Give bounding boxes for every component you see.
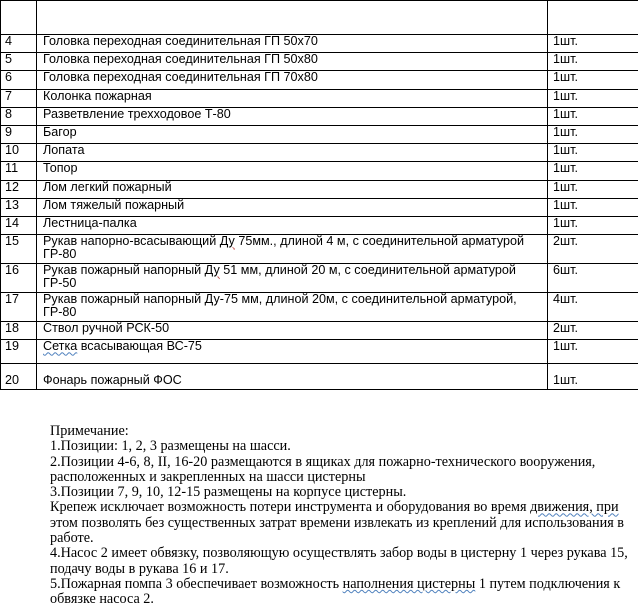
- row-name: Лопата: [37, 144, 548, 162]
- row-name-part: Рукав пожарный напорный: [43, 263, 205, 277]
- header-cell-qty: [548, 1, 638, 35]
- row-qty: 1шт.: [548, 162, 638, 180]
- row-num: 15: [1, 235, 37, 264]
- table-row: [1, 107, 638, 125]
- row-name: Головка переходная соединительная ГП 50х80: [37, 53, 548, 71]
- row-num: 12: [1, 180, 37, 198]
- row-num: 8: [1, 107, 37, 125]
- row-name-part: 75мм., длиной 4 м, с соединительной арматурой ГР-80: [43, 234, 524, 261]
- row-qty: 4шт.: [548, 293, 638, 322]
- note-item: 3.Позиции 7, 9, 10, 12-15 размещены на корпусе цистерны.: [50, 485, 635, 500]
- table-row: [1, 235, 638, 264]
- row-num: 18: [1, 322, 37, 340]
- row-qty: 2шт.: [548, 322, 638, 340]
- notes-title: Примечание:: [50, 424, 635, 439]
- spellcheck-word: Ду: [220, 234, 235, 248]
- row-qty: 1шт.: [548, 35, 638, 53]
- table-row: [1, 216, 638, 234]
- table-row: [1, 340, 638, 364]
- row-name: Колонка пожарная: [37, 89, 548, 107]
- row-name: Головка переходная соединительная ГП 70х80: [37, 71, 548, 89]
- row-name: Лестница-палка: [37, 216, 548, 234]
- row-name-part: Рукав напорно-всасывающий: [43, 234, 220, 248]
- row-qty: 1шт.: [548, 144, 638, 162]
- row-num: 9: [1, 125, 37, 143]
- note-item: 2.Позиции 4-6, 8, II, 16-20 размещаются в ящиках для пожарно-технического вооружения, расположенных и закрепленных на шасси цистерны: [50, 455, 635, 486]
- table-header-row: [1, 1, 638, 35]
- table-row: [1, 264, 638, 293]
- row-name: Багор: [37, 125, 548, 143]
- spellcheck-word: Ду: [205, 263, 220, 277]
- table-row: [1, 364, 638, 390]
- note-part: 1 путем подключения к обвязке насоса 2.: [50, 576, 620, 607]
- header-cell-name: [37, 1, 548, 35]
- row-num: 6: [1, 71, 37, 89]
- row-qty: 1шт.: [548, 340, 638, 364]
- spellcheck-word: наполнения цистерны: [343, 576, 476, 592]
- row-name: Фонарь пожарный ФОС: [37, 364, 548, 390]
- row-qty: 1шт.: [548, 216, 638, 234]
- row-num: 11: [1, 162, 37, 180]
- row-num: 10: [1, 144, 37, 162]
- row-num: 7: [1, 89, 37, 107]
- note-part: этом позволять без существенных затрат времени извлекать из креплений для использования в работе.: [50, 515, 624, 546]
- row-qty: 1шт.: [548, 107, 638, 125]
- row-num: 17: [1, 293, 37, 322]
- spellcheck-word: движения, при: [530, 499, 619, 515]
- row-num: 19: [1, 340, 37, 364]
- row-name: [37, 235, 548, 264]
- row-name: Лом легкий пожарный: [37, 180, 548, 198]
- note-item: 1.Позиции: 1, 2, 3 размещены на шасси.: [50, 439, 635, 454]
- table-row: [1, 125, 638, 143]
- note-part: 5.Пожарная помпа 3 обеспечивает возможность: [50, 576, 343, 592]
- table-row: [1, 293, 638, 322]
- row-qty: 1шт.: [548, 125, 638, 143]
- row-name: Ствол ручной РСК-50: [37, 322, 548, 340]
- header-cell-num: [1, 1, 37, 35]
- row-num: 4: [1, 35, 37, 53]
- row-name: Топор: [37, 162, 548, 180]
- row-qty: 1шт.: [548, 89, 638, 107]
- note-item: [50, 577, 635, 608]
- table-row: [1, 89, 638, 107]
- row-name: [37, 340, 548, 364]
- row-num: 13: [1, 198, 37, 216]
- note-part: Крепеж исключает возможность потери инструмента и оборудования во время: [50, 499, 530, 515]
- row-qty: 1шт.: [548, 180, 638, 198]
- row-name: Разветвление трехходовое Т-80: [37, 107, 548, 125]
- table-row: [1, 322, 638, 340]
- table-row: [1, 180, 638, 198]
- row-name: Лом тяжелый пожарный: [37, 198, 548, 216]
- notes-section: [50, 424, 635, 608]
- row-name-part: всасывающая ВС-75: [77, 339, 202, 353]
- row-name: [37, 264, 548, 293]
- row-name: Головка переходная соединительная ГП 50х70: [37, 35, 548, 53]
- spellcheck-word: Сетка: [43, 339, 77, 353]
- row-num: 14: [1, 216, 37, 234]
- table-row: [1, 35, 638, 53]
- row-qty: 1шт.: [548, 71, 638, 89]
- row-qty: 1шт.: [548, 198, 638, 216]
- row-qty: 1шт.: [548, 53, 638, 71]
- row-name-part: 51 мм, длиной 20 м, с соединительной арматурой ГР-50: [43, 263, 516, 290]
- table-row: [1, 162, 638, 180]
- row-name: Рукав пожарный напорный Ду-75 мм, длиной 20м, с соединительной арматурой, ГР-80: [37, 293, 548, 322]
- row-qty: 1шт.: [548, 364, 638, 390]
- table-row: [1, 71, 638, 89]
- row-num: 20: [1, 364, 37, 390]
- table-row: [1, 53, 638, 71]
- note-item: [50, 500, 635, 546]
- table-row: [1, 144, 638, 162]
- row-qty: 6шт.: [548, 264, 638, 293]
- row-num: 5: [1, 53, 37, 71]
- row-num: 16: [1, 264, 37, 293]
- table-row: [1, 198, 638, 216]
- note-item: 4.Насос 2 имеет обвязку, позволяющую осуществлять забор воды в цистерну 1 через рукава 15, подачу воды в рукава 16 и 17.: [50, 546, 635, 577]
- row-qty: 2шт.: [548, 235, 638, 264]
